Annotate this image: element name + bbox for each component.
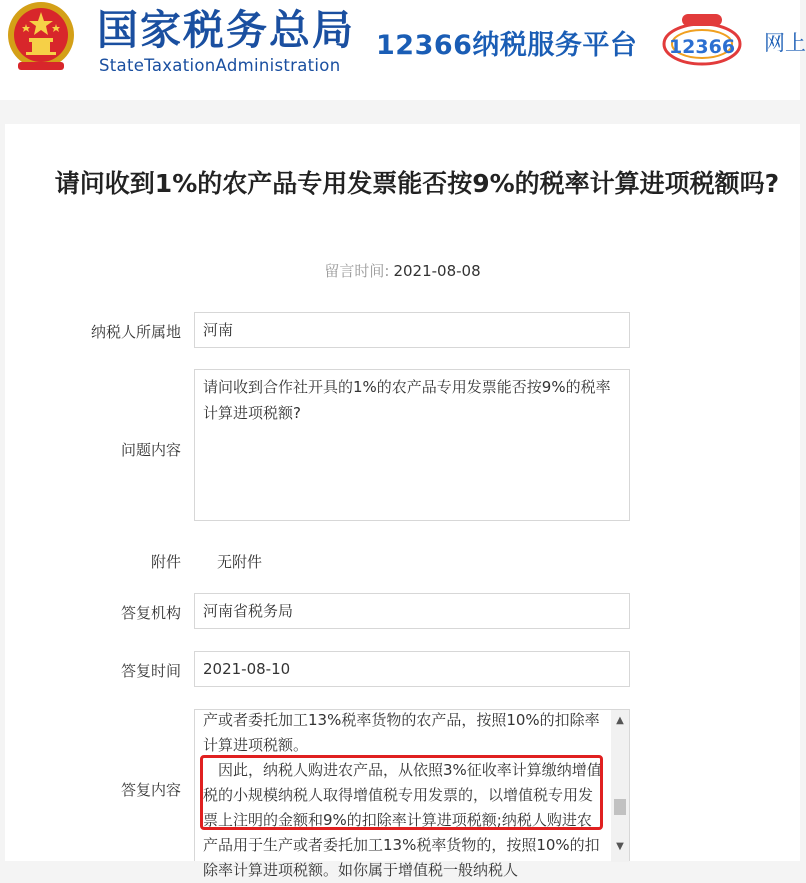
scroll-up-arrow-icon[interactable]: ▲ [616,715,624,726]
scroll-down-arrow-icon[interactable]: ▼ [616,841,624,852]
reply-content-text [203,708,603,883]
scroll-thumb[interactable] [614,799,626,815]
question-content-field[interactable]: 请问收到合作社开具的1%的农产品专用发票能否按9%的税率计算进项税额? [194,369,630,521]
org-name-cn: 国家税务总局 [97,6,355,54]
reply-content-label: 答复内容 [120,781,181,799]
reply-time-label: 答复时间 [120,662,181,680]
online-link[interactable]: 网上 [764,31,806,55]
reply-paragraph-1: 产或者委托加工13%税率货物的农产品，按照10%的扣除率计算进项税额。 [203,711,600,754]
page-title: 请问收到1%的农产品专用发票能否按9%的税率计算进项税额吗? [54,169,780,198]
region-label: 纳税人所属地 [90,323,181,341]
platform-logo [660,12,744,70]
reply-org-label: 答复机构 [120,604,181,622]
reply-content-field[interactable] [194,709,630,879]
reply-paragraph-2: 因此，纳税人购进农产品，从依照3%征收率计算缴纳增值税的小规模纳税人取得增值税专用发票的，以增值税专用发票上注明的金额和9%的扣除率计算进项税额;纳税人购进农产品用于生产或者委托加工13%税率货物的，按照10%的扣除率计算进项税额。如你属于增值税一般纳税人 [203,761,602,879]
national-emblem-icon [4,0,78,74]
platform-title: 12366纳税服务平台 [376,30,638,61]
logo-text: 12366 [668,36,736,58]
reply-org-field[interactable]: 河南省税务局 [194,593,630,629]
site-header [0,0,806,100]
question-content-label: 问题内容 [120,441,181,459]
attachment-value: 无附件 [217,553,263,571]
question-card [5,124,800,879]
message-time-label: 留言时间: [324,262,390,280]
reply-scrollbar[interactable] [611,710,629,862]
message-time-value: 2021-08-08 [393,262,481,280]
attachment-label: 附件 [150,553,181,571]
reply-time-field[interactable]: 2021-08-10 [194,651,630,687]
region-field[interactable]: 河南 [194,312,630,348]
org-name-en: StateTaxationAdministration [99,56,341,75]
message-time [5,260,800,281]
